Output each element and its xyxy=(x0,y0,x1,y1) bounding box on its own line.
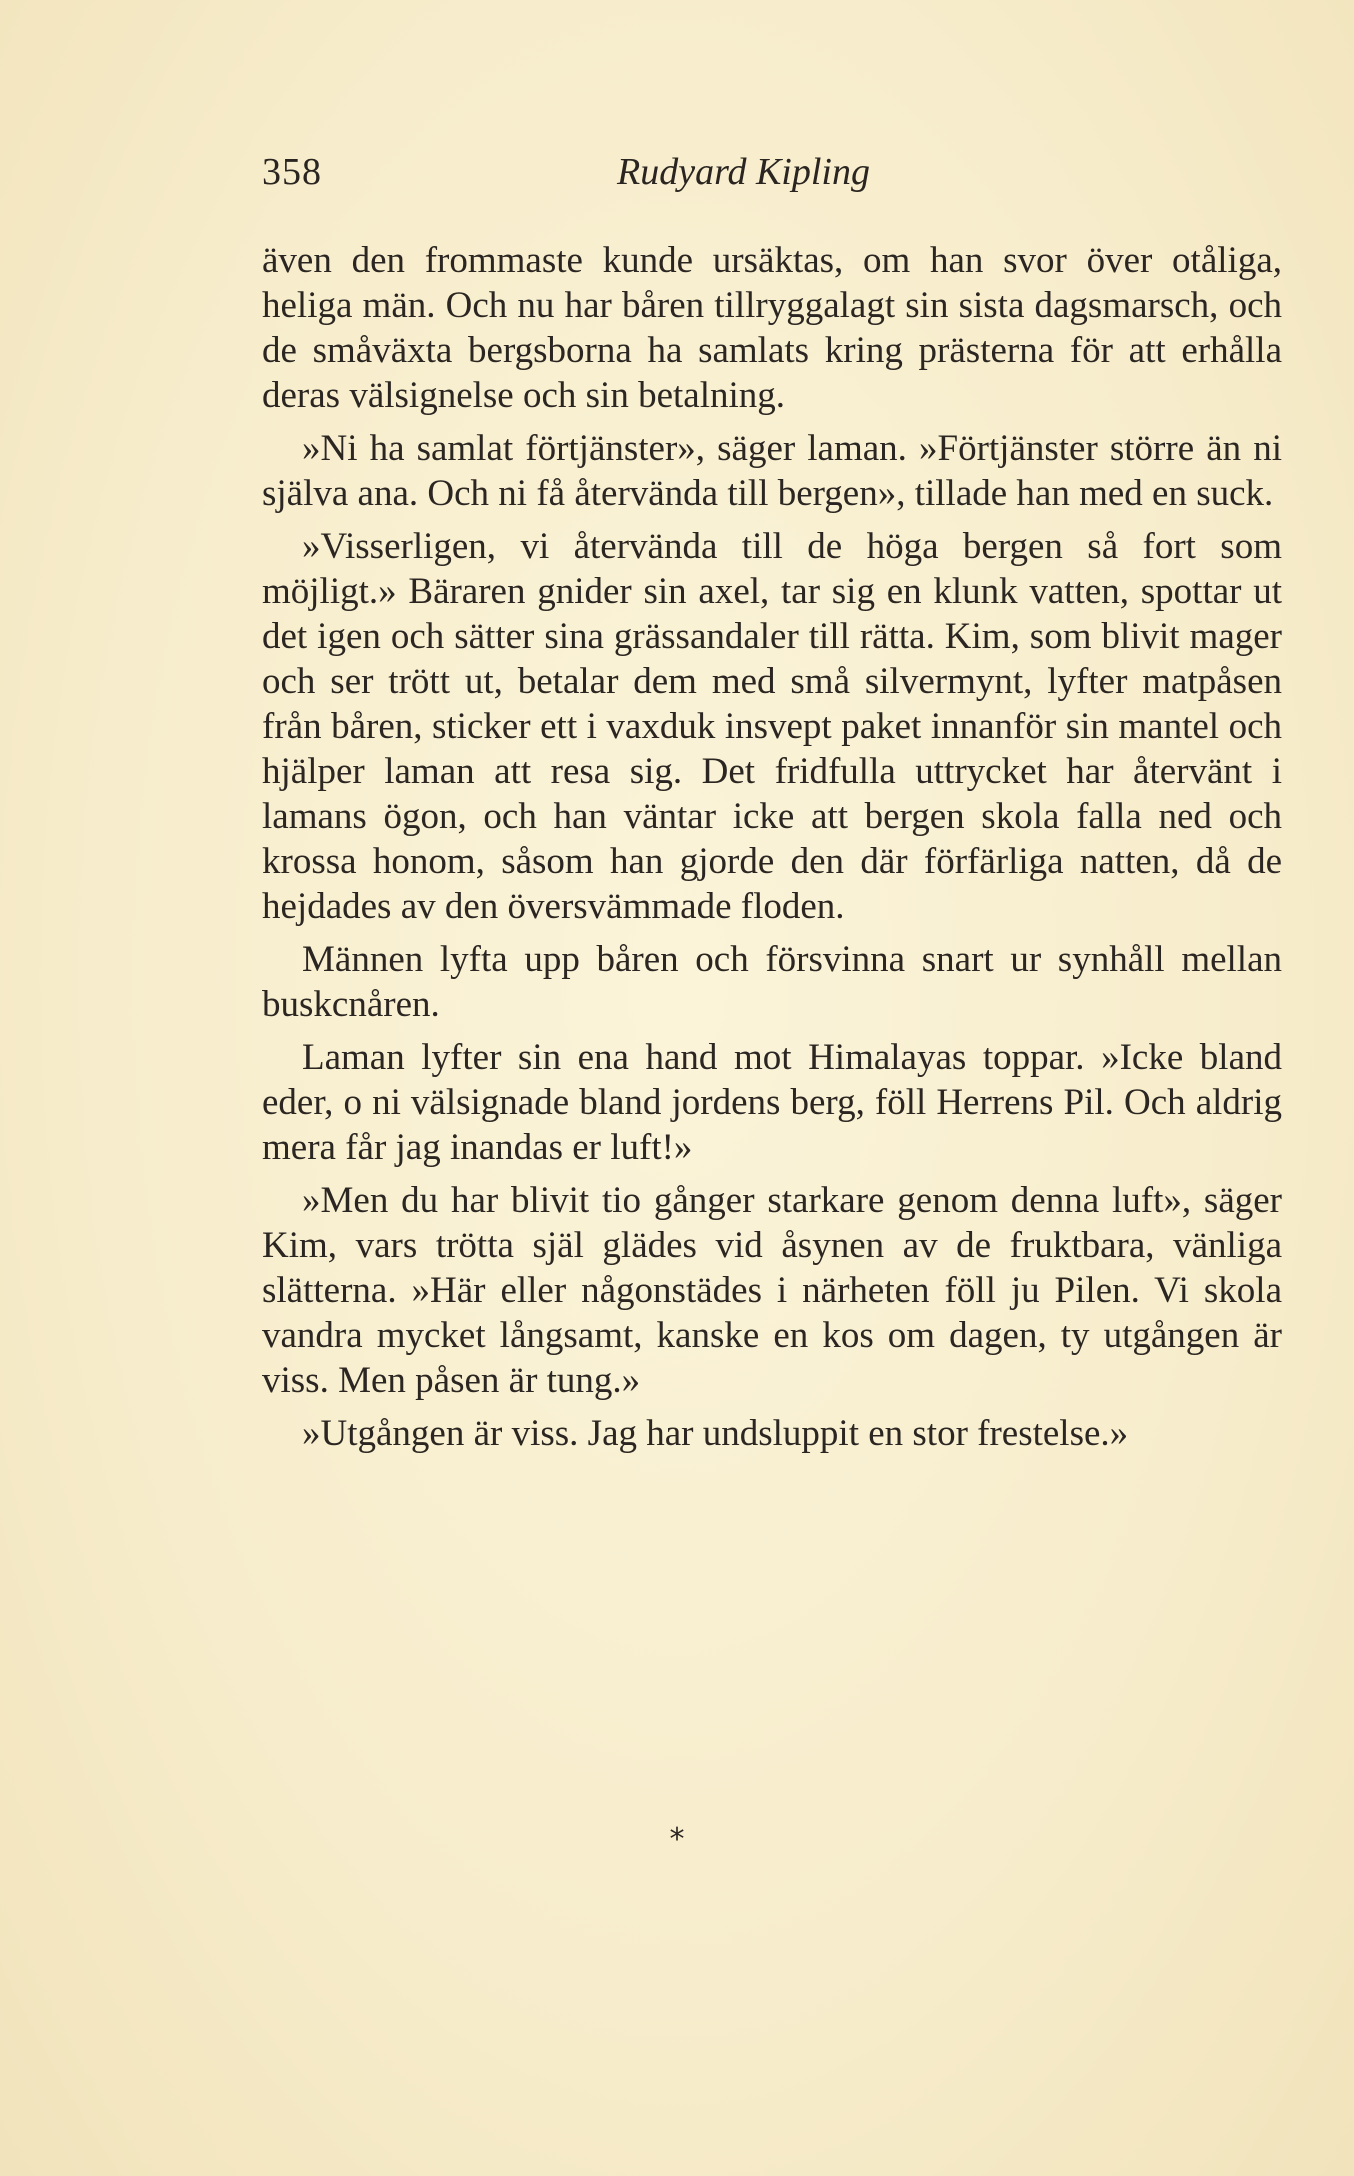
paragraph-2: »Ni ha samlat förtjänster», säger laman. »Förtjänster större än ni själva ana. Och ni få återvända till bergen», tillade han med en suck. xyxy=(262,428,1282,514)
paragraph-3: »Visserligen, vi återvända till de höga bergen så fort som möjligt.» Bäraren gnider sin axel, tar sig en klunk vatten, spottar ut det igen och sätter sina grässandaler till rätta. Kim, som blivit mager och ser trött ut, betalar dem med små silvermynt, lyfter matpåsen från båren, sticker ett i vaxduk insvept paket innanför sin mantel och hjälper laman att resa sig. Det fridfulla uttrycket har återvänt i lamans ögon, och han väntar icke att bergen skola falla ned och krossa honom, såsom han gjorde den där förfärliga natten, då de hejdades av den översvämmade floden. xyxy=(262,526,1282,927)
paragraph-4: Männen lyfta upp båren och försvinna snart ur synhåll mellan buskсnåren. xyxy=(262,939,1282,1025)
page-number: 358 xyxy=(262,151,322,193)
paragraph-6: »Men du har blivit tio gånger starkare genom denna luft», säger Kim, vars trötta själ glädes vid åsynen av de fruktbara, vänliga slätterna. »Här eller någonstädes i närheten föll ju Pilen. Vi skola vandra mycket långsamt, kanske en kos om dagen, ty utgången är viss. Men påsen är tung.» xyxy=(262,1180,1282,1401)
paragraph-5: Laman lyfter sin ena hand mot Himalayas toppar. »Icke bland eder, o ni välsignade bland jordens berg, föll Herrens Pil. Och aldrig mera får jag inandas er luft!» xyxy=(262,1037,1282,1168)
page-header xyxy=(262,150,1282,210)
section-break-asterisk: * xyxy=(669,1822,685,1857)
body-text xyxy=(262,238,1282,1464)
paragraph-1: även den frommaste kunde ursäktas, om han svor över otåliga, heliga män. Och nu har båren tillryggalagt sin sista dagsmarsch, och de småväxta bergsborna ha samlats kring prästerna för att erhålla deras välsignelse och sin betalning. xyxy=(262,240,1282,416)
running-head: Rudyard Kipling xyxy=(617,151,870,193)
paragraph-7: »Utgången är viss. Jag har undsluppit en stor frestelse.» xyxy=(302,1413,1129,1454)
